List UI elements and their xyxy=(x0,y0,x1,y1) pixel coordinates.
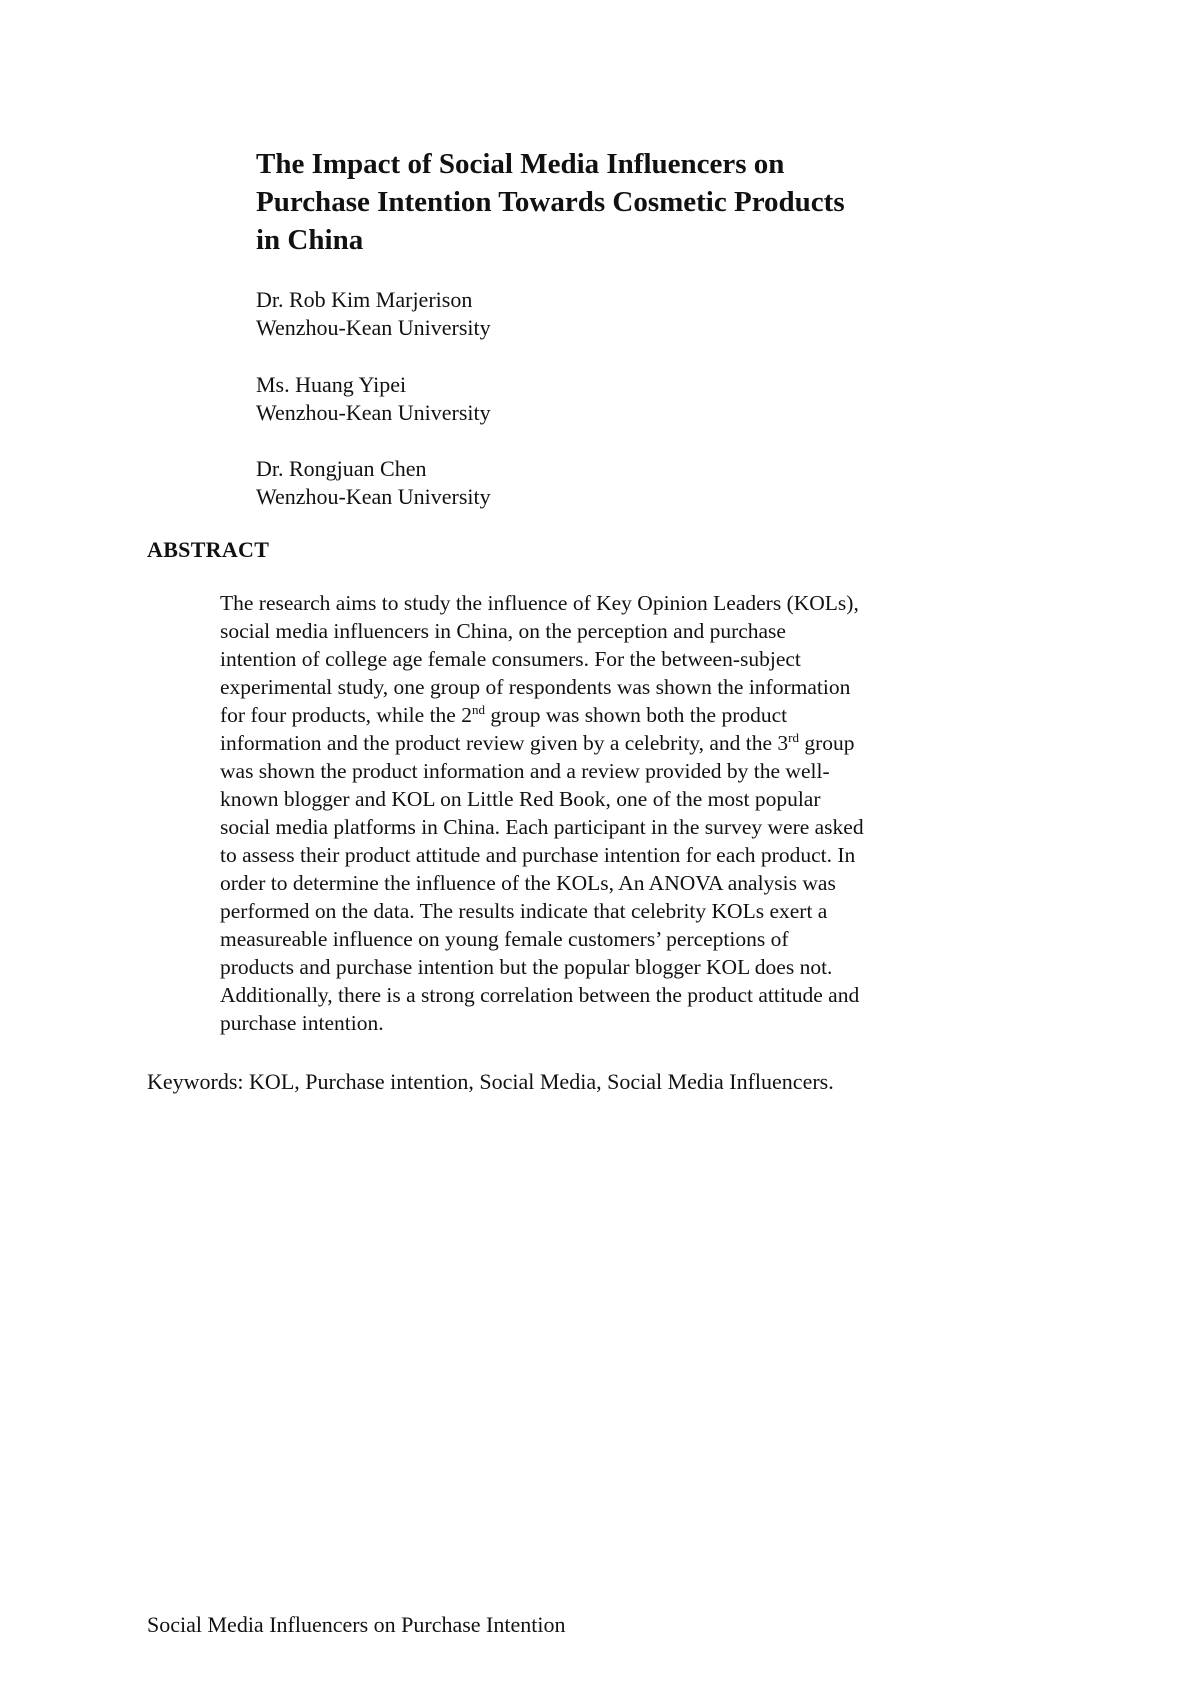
abstract-line: social media platforms in China. Each participant in the survey were asked xyxy=(220,815,864,839)
keywords: Keywords: KOL, Purchase intention, Social Media, Social Media Influencers. xyxy=(147,1069,834,1094)
abstract-text-segment: information and the product review given by a celebrity, and the 3 xyxy=(220,731,789,755)
abstract-line: was shown the product information and a review provided by the well- xyxy=(220,759,830,783)
abstract-line: experimental study, one group of respondents was shown the information xyxy=(220,675,851,699)
abstract-line: to assess their product attitude and purchase intention for each product. In xyxy=(220,843,856,867)
author-block-2 xyxy=(256,371,491,427)
abstract-body xyxy=(220,589,980,1037)
author-affiliation: Wenzhou-Kean University xyxy=(256,315,491,340)
paper-title xyxy=(256,145,976,259)
author-name: Dr. Rob Kim Marjerison xyxy=(256,287,473,312)
abstract-line: purchase intention. xyxy=(220,1011,384,1035)
author-name: Ms. Huang Yipei xyxy=(256,372,407,397)
title-line-2: Purchase Intention Towards Cosmetic Products xyxy=(256,186,845,218)
title-line-1: The Impact of Social Media Influencers on xyxy=(256,148,785,180)
abstract-line xyxy=(220,729,980,757)
abstract-text-segment: group xyxy=(799,731,855,755)
title-line-3: in China xyxy=(256,224,364,256)
ordinal-superscript: rd xyxy=(788,729,800,745)
ordinal-superscript: nd xyxy=(471,701,485,717)
abstract-line: performed on the data. The results indicate that celebrity KOLs exert a xyxy=(220,899,828,923)
running-footer: Social Media Influencers on Purchase Intention xyxy=(147,1612,566,1637)
abstract-line: intention of college age female consumers. For the between-subject xyxy=(220,647,801,671)
author-affiliation: Wenzhou-Kean University xyxy=(256,400,491,425)
abstract-line: products and purchase intention but the popular blogger KOL does not. xyxy=(220,955,833,979)
author-affiliation: Wenzhou-Kean University xyxy=(256,484,491,509)
abstract-line: order to determine the influence of the KOLs, An ANOVA analysis was xyxy=(220,871,836,895)
abstract-text-segment: group was shown both the product xyxy=(484,703,788,727)
abstract-line: The research aims to study the influence of Key Opinion Leaders (KOLs), xyxy=(220,591,859,615)
abstract-line xyxy=(220,701,980,729)
abstract-heading: ABSTRACT xyxy=(147,537,270,562)
abstract-line: Additionally, there is a strong correlation between the product attitude and xyxy=(220,983,860,1007)
author-name: Dr. Rongjuan Chen xyxy=(256,456,427,481)
abstract-line: social media influencers in China, on the perception and purchase xyxy=(220,619,786,643)
author-block-3 xyxy=(256,455,491,511)
abstract-line: measureable influence on young female customers’ perceptions of xyxy=(220,927,789,951)
abstract-text-segment: for four products, while the 2 xyxy=(220,703,472,727)
author-block-1 xyxy=(256,286,491,342)
abstract-line: known blogger and KOL on Little Red Book, one of the most popular xyxy=(220,787,821,811)
